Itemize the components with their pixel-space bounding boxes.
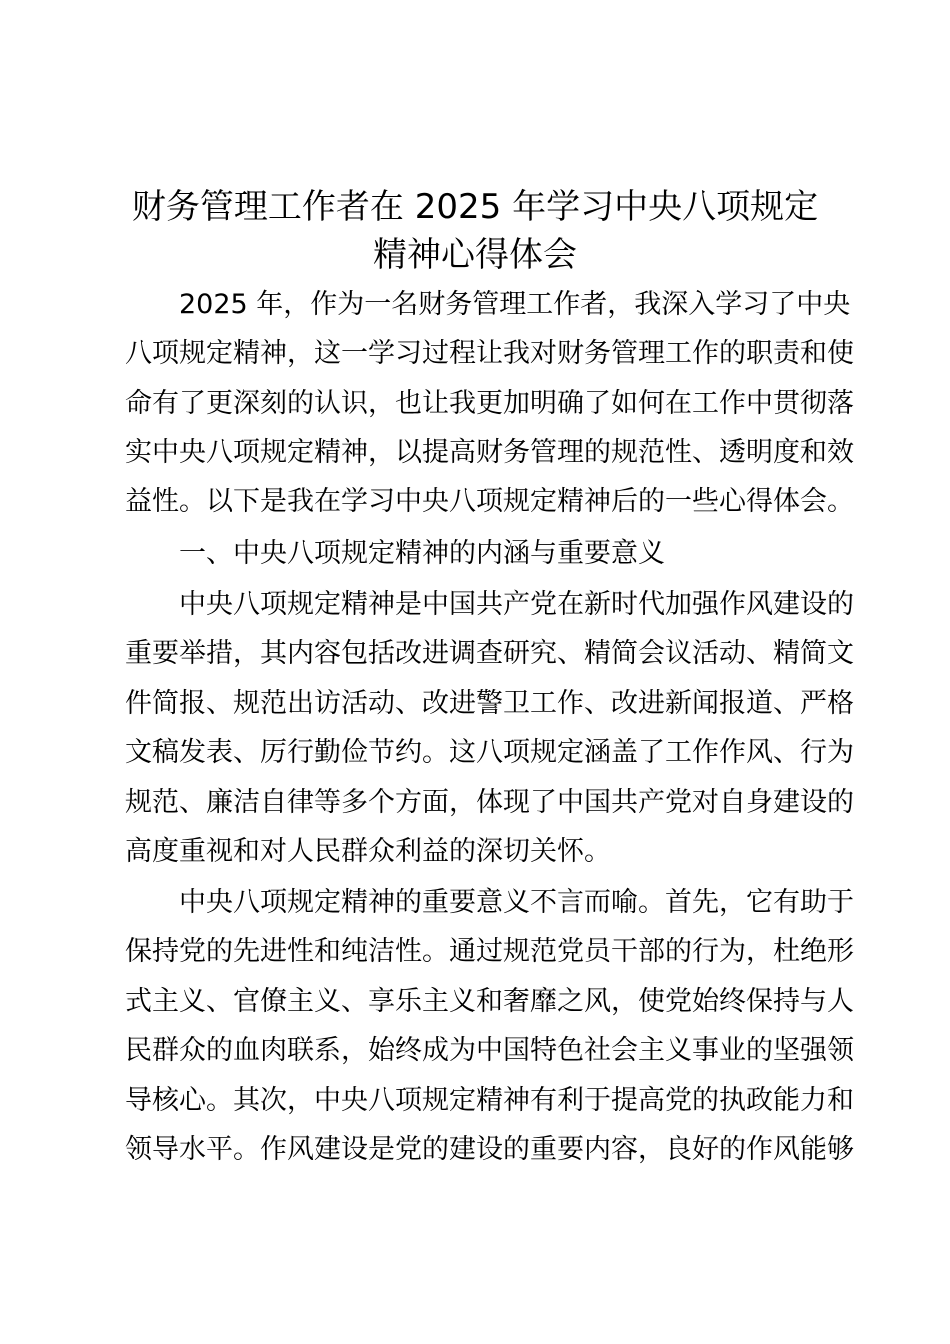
body-line: 实中央八项规定精神，以提高财务管理的规范性、透明度和效: [125, 437, 854, 468]
body-line: 规范、廉洁自律等多个方面，体现了中国共产党对自身建设的: [125, 787, 854, 818]
body-line: 领导水平。作风建设是党的建设的重要内容，良好的作风能够: [125, 1134, 854, 1165]
body-line: 中央八项规定精神是中国共产党在新时代加强作风建设的: [125, 589, 854, 620]
body-line: 八项规定精神，这一学习过程让我对财务管理工作的职责和使: [125, 338, 854, 369]
body-line: 文稿发表、厉行勤俭节约。这八项规定涵盖了工作作风、行为: [125, 737, 854, 768]
body-line: 件简报、规范出访活动、改进警卫工作、改进新闻报道、严格: [125, 688, 854, 719]
body-line: 导核心。其次，中央八项规定精神有利于提高党的执政能力和: [125, 1085, 854, 1116]
document-title-line-1: 财务管理工作者在 2025 年学习中央八项规定: [131, 187, 819, 227]
body-line: 民群众的血肉联系，始终成为中国特色社会主义事业的坚强领: [125, 1035, 854, 1066]
section-heading: 一、中央八项规定精神的内涵与重要意义: [125, 538, 665, 569]
body-line: 益性。以下是我在学习中央八项规定精神后的一些心得体会。: [125, 486, 854, 517]
body-line: 命有了更深刻的认识，也让我更加明确了如何在工作中贯彻落: [125, 388, 854, 419]
body-line: 高度重视和对人民群众利益的深切关怀。: [125, 836, 611, 867]
body-line: 2025 年，作为一名财务管理工作者，我深入学习了中央: [125, 289, 851, 320]
body-line: 保持党的先进性和纯洁性。通过规范党员干部的行为，杜绝形: [125, 936, 854, 967]
body-line: 式主义、官僚主义、享乐主义和奢靡之风，使党始终保持与人: [125, 986, 854, 1017]
document-title-line-2: 精神心得体会: [373, 235, 577, 275]
body-line: 重要举措，其内容包括改进调查研究、精简会议活动、精简文: [125, 638, 854, 669]
body-line: 中央八项规定精神的重要意义不言而喻。首先，它有助于: [125, 887, 854, 918]
